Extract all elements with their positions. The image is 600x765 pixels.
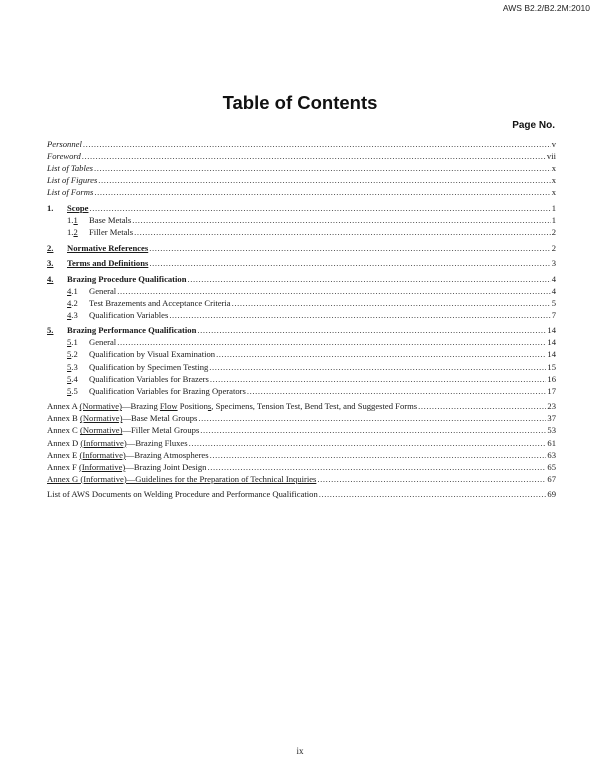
- page-number-footer: ix: [296, 746, 304, 756]
- toc-page: 2: [551, 227, 556, 238]
- dot-leader: [89, 202, 550, 214]
- dot-leader: [200, 424, 546, 436]
- dot-leader: [418, 400, 546, 412]
- subsection-title: Qualification Variables for Brazers: [89, 373, 209, 384]
- toc-page: 4: [551, 273, 556, 284]
- toc-subsection-1-2[interactable]: [47, 226, 556, 238]
- toc-subsection-5-2[interactable]: [47, 348, 556, 360]
- dot-leader: [319, 488, 547, 500]
- toc-page: 16: [547, 373, 556, 384]
- toc-section-5[interactable]: [47, 324, 556, 336]
- section-number: 1.: [47, 202, 54, 213]
- toc-page: 2: [551, 242, 556, 253]
- page-no-heading: Page No.: [512, 120, 555, 131]
- toc-label: Foreword: [47, 151, 81, 162]
- toc-entry-list-of-tables[interactable]: [47, 162, 556, 174]
- dot-leader: [83, 138, 551, 150]
- dot-leader: [94, 162, 551, 174]
- subsection-number: 1.1: [67, 214, 78, 225]
- toc-subsection-4-2[interactable]: [47, 297, 556, 309]
- toc-section-1[interactable]: [47, 202, 556, 214]
- dot-leader: [149, 257, 550, 269]
- toc-page: 53: [547, 425, 556, 436]
- toc-entry-personnel[interactable]: [47, 138, 556, 150]
- subsection-title: Qualification by Visual Examination: [89, 349, 216, 360]
- dot-leader: [216, 348, 546, 360]
- subsection-title: Test Brazements and Acceptance Criteria: [89, 297, 231, 308]
- annex-title: Annex C (Normative)—Filler Metal Groups: [47, 425, 200, 436]
- toc-page: 14: [547, 325, 556, 336]
- dot-leader: [247, 385, 547, 397]
- annex-title: Annex E (Informative)—Brazing Atmospheres: [47, 449, 209, 460]
- dot-leader: [210, 373, 547, 385]
- annex-title: Annex A (Normative)—Brazing Flow Positions, Specimens, Tension Test, Bend Test, and Suggested Forms: [47, 401, 418, 412]
- toc-label: List of Tables: [47, 163, 94, 174]
- toc-subsection-5-5[interactable]: [47, 385, 556, 397]
- section-title: Normative References: [67, 242, 149, 253]
- toc-subsection-4-1[interactable]: [47, 285, 556, 297]
- section-title: Brazing Performance Qualification: [67, 325, 197, 336]
- toc-annex-f[interactable]: [47, 461, 556, 473]
- toc-page: 14: [547, 349, 556, 360]
- toc-annex-g[interactable]: [47, 473, 556, 485]
- subsection-title: Qualification Variables: [89, 309, 169, 320]
- subsection-number: 5.2: [67, 349, 78, 360]
- toc-section-3[interactable]: [47, 257, 556, 269]
- subsection-title: General: [89, 285, 117, 296]
- toc-page: 17: [547, 385, 556, 396]
- document-id: AWS B2.2/B2.2M:2010: [502, 3, 590, 13]
- toc-entry-list-of-forms[interactable]: [47, 186, 556, 198]
- section-number: 3.: [47, 258, 54, 269]
- toc-page: 7: [551, 309, 556, 320]
- toc-page: 63: [547, 449, 556, 460]
- toc-label: List of Figures: [47, 175, 98, 186]
- section-title: Brazing Procedure Qualification: [67, 273, 187, 284]
- toc-page: x: [551, 187, 556, 198]
- subsection-number: 4.3: [67, 309, 78, 320]
- dot-leader: [188, 273, 551, 285]
- toc-section-4[interactable]: [47, 273, 556, 285]
- toc-subsection-1-1[interactable]: [47, 214, 556, 226]
- dot-leader: [169, 309, 550, 321]
- section-number: 2.: [47, 242, 54, 253]
- dot-leader: [134, 226, 551, 238]
- subsection-number: 5.4: [67, 373, 78, 384]
- toc-page: 15: [547, 361, 556, 372]
- subsection-number: 4.2: [67, 297, 78, 308]
- toc-annex-d[interactable]: [47, 437, 556, 449]
- section-number: 5.: [47, 325, 54, 336]
- toc-page: x: [551, 163, 556, 174]
- dot-leader: [317, 473, 546, 485]
- toc-annex-a[interactable]: [47, 400, 556, 412]
- subsection-title: General: [89, 337, 117, 348]
- dot-leader: [82, 150, 546, 162]
- dot-leader: [149, 242, 550, 254]
- table-of-contents: [47, 138, 556, 500]
- toc-page: 1: [551, 214, 556, 225]
- subsection-title: Qualification Variables for Brazing Operators: [89, 385, 246, 396]
- subsection-title: Qualification by Specimen Testing: [89, 361, 209, 372]
- toc-section-2[interactable]: [47, 242, 556, 254]
- page-title: Table of Contents: [222, 92, 378, 113]
- dot-leader: [207, 461, 546, 473]
- subsection-number: 5.1: [67, 337, 78, 348]
- subsection-number: 5.3: [67, 361, 78, 372]
- toc-page: 61: [547, 437, 556, 448]
- annex-title: Annex B (Normative)—Base Metal Groups: [47, 413, 198, 424]
- toc-label: List of Forms: [47, 187, 94, 198]
- subsection-title: Base Metals: [89, 214, 132, 225]
- dot-leader: [209, 361, 546, 373]
- dot-leader: [197, 324, 546, 336]
- subsection-number: 5.5: [67, 385, 78, 396]
- toc-page: 4: [551, 285, 556, 296]
- toc-annex-e[interactable]: [47, 449, 556, 461]
- dot-leader: [232, 297, 551, 309]
- section-title: Scope: [67, 202, 89, 213]
- dot-leader: [98, 174, 550, 186]
- dot-leader: [117, 285, 551, 297]
- toc-page: vii: [546, 151, 556, 162]
- subsection-title: Filler Metals: [89, 227, 134, 238]
- toc-page: 37: [547, 413, 556, 424]
- dot-leader: [198, 412, 546, 424]
- dot-leader: [94, 186, 550, 198]
- toc-page: 23: [547, 401, 556, 412]
- subsection-number: 4.1: [67, 285, 78, 296]
- subsection-number: 1.2: [67, 227, 78, 238]
- toc-entry-foreword[interactable]: [47, 150, 556, 162]
- toc-page: x: [551, 175, 556, 186]
- dot-leader: [117, 336, 546, 348]
- dot-leader: [132, 214, 550, 226]
- toc-page: 67: [547, 473, 556, 484]
- section-title: Terms and Definitions: [67, 258, 149, 269]
- toc-annex-b[interactable]: [47, 412, 556, 424]
- toc-label: List of AWS Documents on Welding Procedure and Performance Qualification: [47, 489, 318, 500]
- toc-subsection-5-1[interactable]: [47, 336, 556, 348]
- annex-title: Annex G (Informative)—Guidelines for the Preparation of Technical Inquiries: [47, 473, 317, 484]
- dot-leader: [189, 437, 547, 449]
- toc-aws-documents-list[interactable]: [47, 488, 556, 500]
- toc-subsection-5-4[interactable]: [47, 373, 556, 385]
- toc-label: Personnel: [47, 139, 82, 149]
- toc-page: 14: [547, 337, 556, 348]
- toc-annex-c[interactable]: [47, 424, 556, 436]
- annex-title: Annex F (Informative)—Brazing Joint Design: [47, 461, 207, 472]
- toc-page: 1: [551, 202, 556, 213]
- toc-subsection-4-3[interactable]: [47, 309, 556, 321]
- toc-page: 5: [551, 297, 556, 308]
- section-number: 4.: [47, 273, 54, 284]
- toc-subsection-5-3[interactable]: [47, 361, 556, 373]
- toc-page: 3: [551, 258, 556, 269]
- toc-entry-list-of-figures[interactable]: [47, 174, 556, 186]
- toc-page: v: [551, 139, 556, 149]
- dot-leader: [210, 449, 547, 461]
- toc-page: 65: [547, 461, 556, 472]
- toc-page: 69: [547, 489, 556, 500]
- annex-title: Annex D (Informative)—Brazing Fluxes: [47, 437, 188, 448]
